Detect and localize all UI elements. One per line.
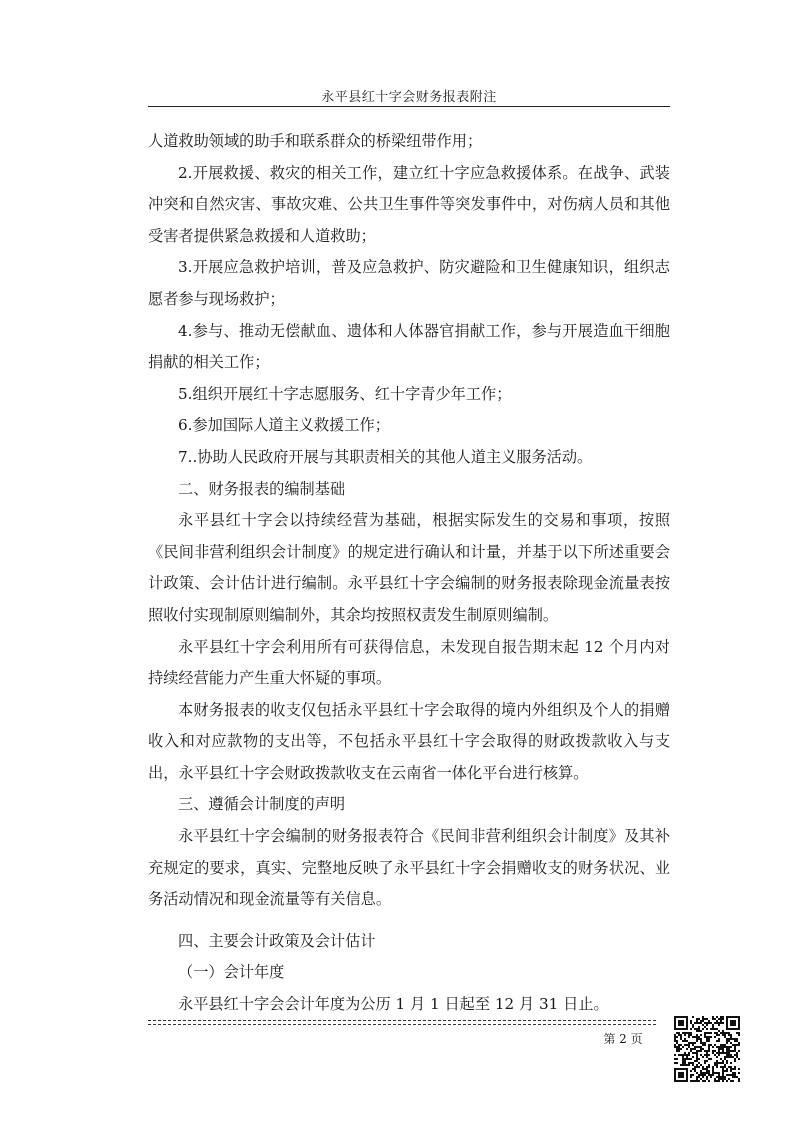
- section-heading-2: 二、财务报表的编制基础: [178, 479, 346, 498]
- paragraph-fiscal-year: 永平县红十字会会计年度为公历 1 月 1 日起至 12 月 31 日止。: [178, 995, 609, 1014]
- header-divider: [148, 106, 670, 107]
- section-heading-4: 四、主要会计政策及会计估计: [178, 931, 376, 950]
- paragraph-basis-1: 永平县红十字会以持续经营为基础，根据实际发生的交易和事项，按照《民间非营利组织会计制度》的规定进行确认和计量，并基于以下所述重要会计政策、会计估计进行编制。永平县红十字会编制的财务报表除现金流量表按照收付实现制原则编制外，其余均按照权责发生制原则编制。: [148, 511, 670, 624]
- paragraph-statement: 永平县红十字会编制的财务报表符合《民间非营利组织会计制度》及其补充规定的要求，真实、完整地反映了永平县红十字会捐赠收支的财务状况、业务活动情况和现金流量等有关信息。: [148, 827, 670, 909]
- paragraph-6: 6.参加国际人道主义救援工作；: [178, 416, 390, 435]
- footer-divider: [148, 1020, 656, 1021]
- footer-divider-secondary: [148, 1024, 656, 1025]
- page-header-title: 永平县红十字会财务报表附注: [321, 90, 497, 105]
- paragraph-basis-2: 永平县红十字会利用所有可获得信息，未发现自报告期末起 12 个月内对持续经营能力产生重大怀疑的事项。: [148, 637, 670, 688]
- paragraph-basis-3: 本财务报表的收支仅包括永平县红十字会取得的境内外组织及个人的捐赠收入和对应款物的支出等，不包括永平县红十字会取得的财政拨款收入与支出，永平县红十字会财政拨款收支在云南省一体化平台进行核算。: [148, 700, 670, 782]
- qr-code-icon: [672, 1014, 742, 1084]
- document-body: [148, 126, 670, 1021]
- section-heading-3: 三、遵循会计制度的声明: [178, 795, 346, 814]
- page-number: 第 2 页: [603, 1032, 643, 1046]
- paragraph-4: 4.参与、推动无偿献血、遗体和人体器官捐献工作，参与开展造血干细胞捐献的相关工作；: [148, 321, 670, 372]
- paragraph-3: 3.开展应急救护培训，普及应急救护、防灾避险和卫生健康知识，组织志愿者参与现场救护；: [148, 258, 670, 308]
- paragraph-7: 7..协助人民政府开展与其职责相关的其他人道主义服务活动。: [178, 447, 593, 466]
- subsection-heading-1: （一）会计年度: [178, 963, 285, 982]
- paragraph-2: 2.开展救援、救灾的相关工作，建立红十字应急救援体系。在战争、武装冲突和自然灾害、事故灾难、公共卫生事件等突发事件中，对伤病人员和其他受害者提供紧急救援和人道救助；: [148, 163, 670, 245]
- paragraph-5: 5.组织开展红十字志愿服务、红十字青少年工作；: [178, 384, 512, 403]
- paragraph-1: 人道救助领域的助手和联系群众的桥梁纽带作用；: [148, 132, 483, 150]
